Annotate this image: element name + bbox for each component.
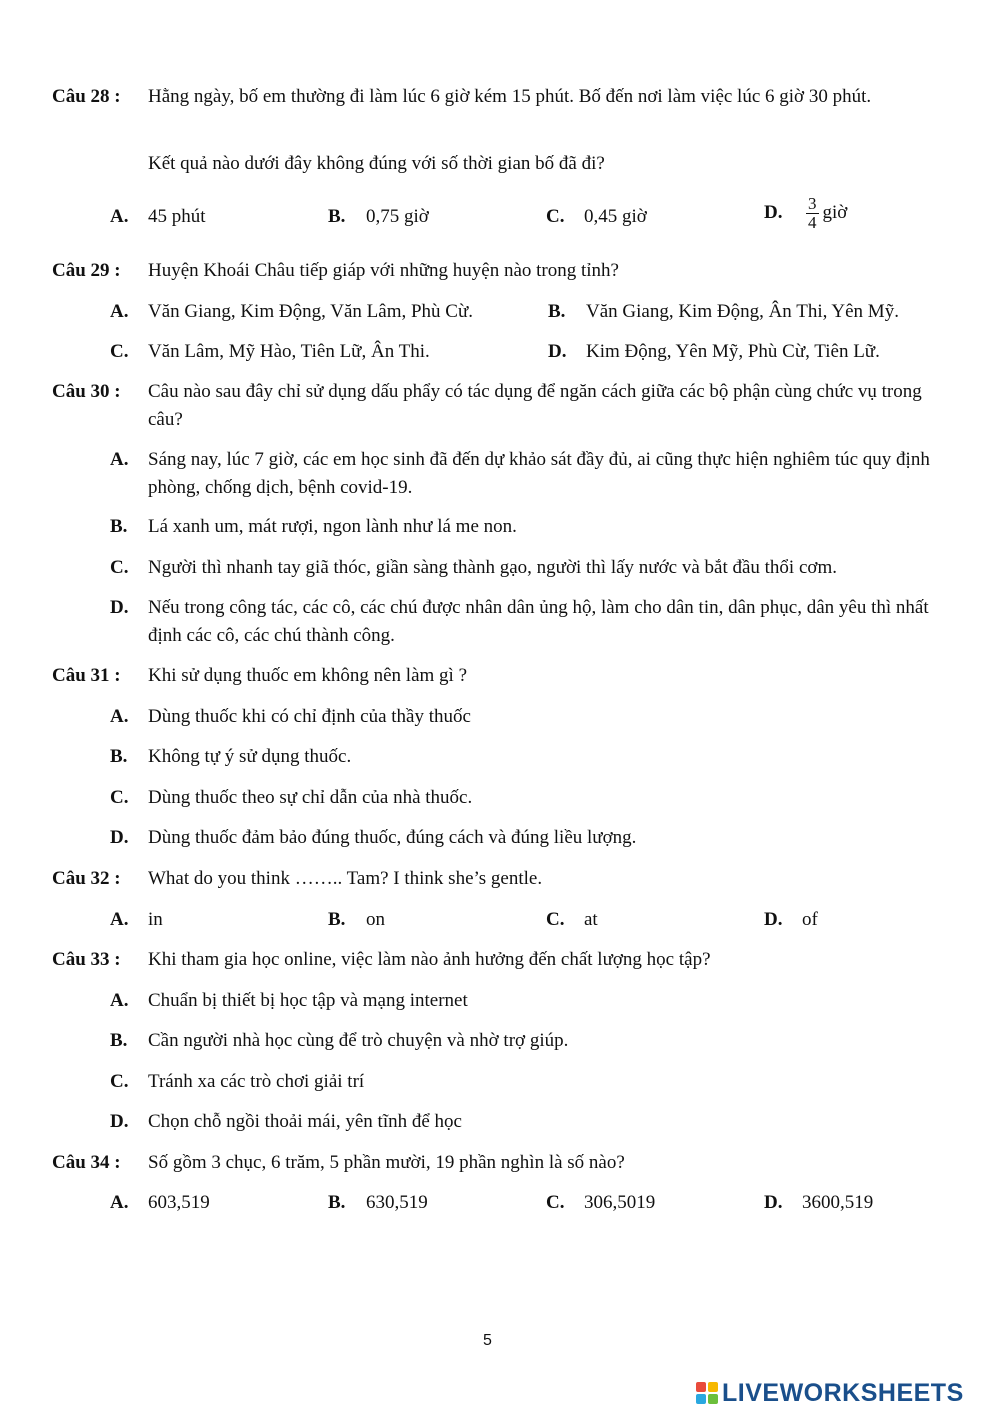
option-a[interactable] — [110, 987, 468, 1015]
option-text: Không tự ý sử dụng thuốc. — [148, 746, 352, 767]
brand-text: LIVEWORKSHEETS — [722, 1378, 964, 1407]
option-label: D. — [548, 341, 567, 362]
option-d[interactable] — [764, 193, 847, 233]
option-b[interactable] — [328, 203, 429, 231]
option-a[interactable] — [110, 298, 473, 326]
liveworksheets-logo[interactable] — [696, 1378, 964, 1408]
question-31 — [52, 662, 952, 690]
option-text: Dùng thuốc theo sự chỉ dẫn của nhà thuốc. — [148, 787, 473, 808]
option-text: 3600,519 — [802, 1192, 874, 1213]
option-text: in — [148, 909, 163, 930]
option-label: B. — [548, 301, 566, 322]
option-text: Văn Lâm, Mỹ Hào, Tiên Lữ, Ân Thi. — [148, 341, 430, 362]
option-c[interactable] — [110, 784, 472, 812]
fraction — [806, 195, 819, 232]
logo-grid-icon — [696, 1382, 718, 1404]
option-label: A. — [110, 301, 129, 322]
option-label: D. — [110, 597, 129, 618]
option-text: Chọn chỗ ngồi thoải mái, yên tĩnh để học — [148, 1111, 462, 1132]
option-text: Chuẩn bị thiết bị học tập và mạng internet — [148, 990, 468, 1011]
logo-square-yellow — [708, 1382, 718, 1392]
option-label: D. — [764, 202, 783, 223]
option-text: Sáng nay, lúc 7 giờ, các em học sinh đã đến dự khảo sát đầy đủ, ai cũng thực hiện nghiêm túc quy định phòng, chống dịch, bệnh covid-19. — [148, 449, 930, 498]
question-label: Câu 33 : — [52, 949, 121, 970]
option-d[interactable] — [764, 1189, 873, 1217]
option-label: D. — [764, 1192, 783, 1213]
option-text: 630,519 — [366, 1192, 428, 1213]
question-28-subtext — [52, 150, 952, 178]
option-b[interactable] — [110, 743, 351, 771]
option-text: Nếu trong công tác, các cô, các chú được nhân dân ủng hộ, làm cho dân tin, dân phục, dân yêu thì nhất định các cô, các chú thành công. — [148, 597, 929, 646]
question-text: What do you think …….. Tam? I think she’s gentle. — [148, 868, 543, 889]
option-label: B. — [328, 1192, 346, 1213]
option-text: Tránh xa các trò chơi giải trí — [148, 1071, 365, 1092]
question-34 — [52, 1149, 952, 1177]
option-label: D. — [110, 827, 129, 848]
option-b[interactable] — [548, 298, 899, 326]
question-label: Câu 31 : — [52, 665, 121, 686]
option-text: at — [584, 909, 598, 930]
option-a[interactable] — [110, 703, 471, 731]
option-text: on — [366, 909, 385, 930]
question-label: Câu 28 : — [52, 86, 121, 107]
logo-square-green — [708, 1394, 718, 1404]
option-text: 603,519 — [148, 1192, 210, 1213]
fraction-numerator: 3 — [808, 194, 817, 214]
option-c[interactable] — [110, 554, 950, 582]
option-b[interactable] — [328, 1189, 428, 1217]
option-text: Người thì nhanh tay giã thóc, giần sàng thành gạo, người thì lấy nước và bắt đầu thổi cơm. — [148, 557, 837, 578]
option-label: D. — [110, 1111, 129, 1132]
option-d[interactable] — [764, 906, 818, 934]
option-label: C. — [110, 557, 129, 578]
option-label: B. — [110, 746, 128, 767]
option-label: D. — [764, 909, 783, 930]
option-a[interactable] — [110, 1189, 210, 1217]
option-b[interactable] — [110, 513, 950, 541]
question-text: Khi sử dụng thuốc em không nên làm gì ? — [148, 665, 468, 686]
question-text: Số gồm 3 chục, 6 trăm, 5 phần mười, 19 phần nghìn là số nào? — [148, 1152, 625, 1173]
question-29 — [52, 257, 952, 285]
option-c[interactable] — [110, 338, 430, 366]
option-label: C. — [546, 206, 565, 227]
option-label: B. — [328, 909, 346, 930]
logo-square-blue — [696, 1394, 706, 1404]
option-a[interactable] — [110, 203, 206, 231]
option-b[interactable] — [328, 906, 385, 934]
option-c[interactable] — [546, 203, 647, 231]
question-text: Huyện Khoái Châu tiếp giáp với những huyện nào trong tỉnh? — [148, 260, 619, 281]
option-label: C. — [546, 1192, 565, 1213]
option-d[interactable] — [110, 1108, 462, 1136]
option-d[interactable] — [110, 824, 636, 852]
option-text: Văn Giang, Kim Động, Văn Lâm, Phù Cừ. — [148, 301, 474, 322]
option-text: Lá xanh um, mát rượi, ngon lành như lá me non. — [148, 516, 517, 537]
option-text: Văn Giang, Kim Động, Ân Thi, Yên Mỹ. — [586, 301, 899, 322]
option-text: Cần người nhà học cùng để trò chuyện và nhờ trợ giúp. — [148, 1030, 569, 1051]
option-b[interactable] — [110, 1027, 568, 1055]
option-c[interactable] — [546, 906, 598, 934]
option-text: giờ — [822, 202, 848, 223]
question-text: Hằng ngày, bố em thường đi làm lúc 6 giờ kém 15 phút. Bố đến nơi làm việc lúc 6 giờ 30 phút. — [148, 86, 872, 107]
option-d[interactable] — [548, 338, 880, 366]
question-33 — [52, 946, 952, 974]
option-label: A. — [110, 449, 129, 470]
question-subtext: Kết quả nào dưới đây không đúng với số thời gian bố đã đi? — [148, 153, 605, 174]
option-text: of — [802, 909, 818, 930]
option-label: B. — [328, 206, 346, 227]
option-d[interactable] — [110, 594, 950, 650]
option-label: B. — [110, 1030, 128, 1051]
option-label: C. — [110, 1071, 129, 1092]
option-label: C. — [110, 341, 129, 362]
option-text: 45 phút — [148, 206, 206, 227]
option-label: A. — [110, 706, 129, 727]
question-label: Câu 32 : — [52, 868, 121, 889]
option-label: C. — [110, 787, 129, 808]
option-label: A. — [110, 990, 129, 1011]
option-text: 306,5019 — [584, 1192, 656, 1213]
option-text: 0,45 giờ — [584, 206, 647, 227]
option-text: Dùng thuốc khi có chỉ định của thầy thuốc — [148, 706, 471, 727]
question-text: Khi tham gia học online, việc làm nào ảnh hưởng đến chất lượng học tập? — [148, 949, 711, 970]
option-a[interactable] — [110, 446, 950, 502]
question-text: Câu nào sau đây chỉ sử dụng dấu phẩy có tác dụng để ngăn cách giữa các bộ phận cùng chức vụ trong câu? — [148, 381, 922, 430]
option-text: 0,75 giờ — [366, 206, 429, 227]
question-label: Câu 29 : — [52, 260, 121, 281]
option-c[interactable] — [546, 1189, 655, 1217]
option-label: A. — [110, 909, 129, 930]
option-text: Dùng thuốc đảm bảo đúng thuốc, đúng cách và đúng liều lượng. — [148, 827, 637, 848]
question-32 — [52, 865, 952, 893]
option-label: A. — [110, 1192, 129, 1213]
option-label: B. — [110, 516, 128, 537]
question-label: Câu 34 : — [52, 1152, 121, 1173]
fraction-denominator: 4 — [808, 213, 817, 233]
option-label: C. — [546, 909, 565, 930]
question-30 — [52, 378, 952, 434]
option-c[interactable] — [110, 1068, 364, 1096]
option-text: Kim Động, Yên Mỹ, Phù Cừ, Tiên Lữ. — [586, 341, 880, 362]
question-28 — [52, 83, 952, 111]
option-label: A. — [110, 206, 129, 227]
option-a[interactable] — [110, 906, 163, 934]
logo-square-red — [696, 1382, 706, 1392]
question-label: Câu 30 : — [52, 381, 121, 402]
page-number: 5 — [483, 1332, 492, 1349]
